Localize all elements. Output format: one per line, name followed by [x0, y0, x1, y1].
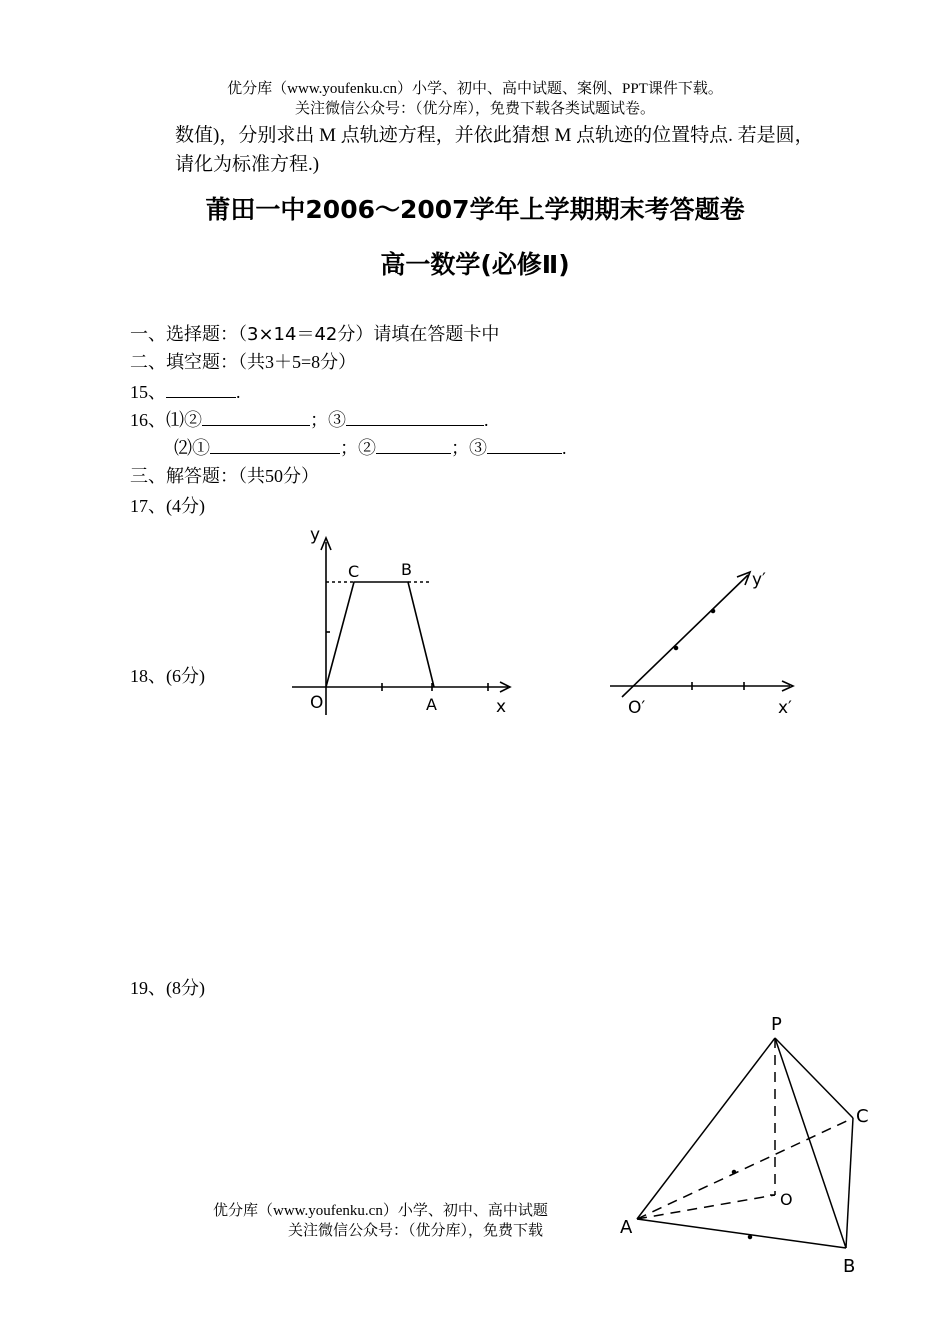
edge-pb	[775, 1038, 846, 1248]
q16-r1-end: .	[484, 410, 489, 430]
pyramid-figure	[610, 1000, 890, 1290]
section-choice: 一、选择题：（3×14＝42分）请填在答题卡中	[130, 324, 500, 345]
q16-r1-blank-b[interactable]	[346, 408, 484, 426]
fig2-label-x: x′	[778, 698, 792, 718]
q16-r2-blank-c[interactable]	[487, 436, 562, 454]
q16-r2-part-a: ⑵①	[174, 438, 210, 458]
page-subtitle: 高一数学(必修Ⅱ)	[380, 250, 570, 279]
section-fill: 二、填空题：（共3＋5=8分）	[130, 352, 357, 372]
q16-r2-blank-a[interactable]	[210, 436, 340, 454]
q16-r2-end: .	[562, 438, 567, 458]
fig3-label-o: O	[780, 1190, 793, 1209]
intro-line-2: 请化为标准方程.)	[175, 154, 320, 175]
edge-bc	[846, 1118, 853, 1248]
q16-r2-part-c: ；③	[451, 438, 487, 458]
fig3-label-b: B	[843, 1256, 856, 1277]
question-18: 18、(6分)	[130, 666, 205, 686]
header-line-2: 关注微信公众号：（优分库），免费下载各类试题试卷。	[294, 101, 655, 117]
fig1-label-origin: O	[310, 693, 324, 713]
oblique-axes-figure	[600, 555, 820, 725]
q15-label: 15、	[130, 382, 166, 402]
y-prime-axis	[622, 575, 748, 697]
q16-r1-blank-a[interactable]	[202, 408, 310, 426]
question-16-row-1	[130, 406, 489, 432]
fig1-label-y: y	[310, 525, 321, 545]
footer-line-1: 优分库（www.youfenku.cn）小学、初中、高中试题	[213, 1203, 548, 1219]
question-19: 19、(8分)	[130, 978, 205, 998]
trapezoid-shape	[326, 582, 434, 687]
q15-end: .	[236, 382, 241, 402]
q16-label: 16、	[130, 410, 166, 430]
page-title: 莆田一中2006～2007学年上学期期末考答题卷	[205, 195, 745, 224]
question-16-row-2	[174, 434, 567, 460]
intro-line-1: 数值)，分别求出 M 点轨迹方程，并依此猜想 M 点轨迹的位置特点. 若是圆，	[175, 125, 814, 146]
question-15	[130, 378, 241, 404]
footer-line-2: 关注微信公众号：（优分库），免费下载	[288, 1223, 544, 1239]
fig1-label-x: x	[496, 697, 507, 717]
fig3-label-c: C	[856, 1106, 869, 1127]
fig3-label-p: P	[771, 1014, 782, 1035]
trapezoid-figure	[280, 520, 520, 720]
question-17: 17、(4分)	[130, 496, 205, 516]
header-line-1: 优分库（www.youfenku.cn）小学、初中、高中试题、案例、PPT课件下载。	[227, 81, 723, 97]
fig1-label-a: A	[426, 695, 437, 714]
fig2-label-y: y′	[752, 570, 766, 590]
fig3-label-a: A	[620, 1217, 633, 1238]
edge-ac-hidden	[637, 1118, 853, 1219]
q16-r2-blank-b[interactable]	[376, 436, 451, 454]
edge-pa	[637, 1038, 775, 1219]
segment-ao	[637, 1195, 775, 1219]
fig1-label-c: C	[348, 562, 360, 581]
edge-ab	[637, 1219, 846, 1248]
section-solve: 三、解答题：（共50分）	[130, 466, 319, 486]
q15-answer-blank[interactable]	[166, 380, 236, 398]
q16-r2-part-b: ；②	[340, 438, 376, 458]
q16-r1-part-b: ；③	[310, 410, 346, 430]
edge-pc	[775, 1038, 853, 1118]
q16-r1-part-a: ⑴②	[166, 410, 202, 430]
fig2-label-origin: O′	[628, 698, 646, 718]
fig1-label-b: B	[401, 560, 412, 579]
